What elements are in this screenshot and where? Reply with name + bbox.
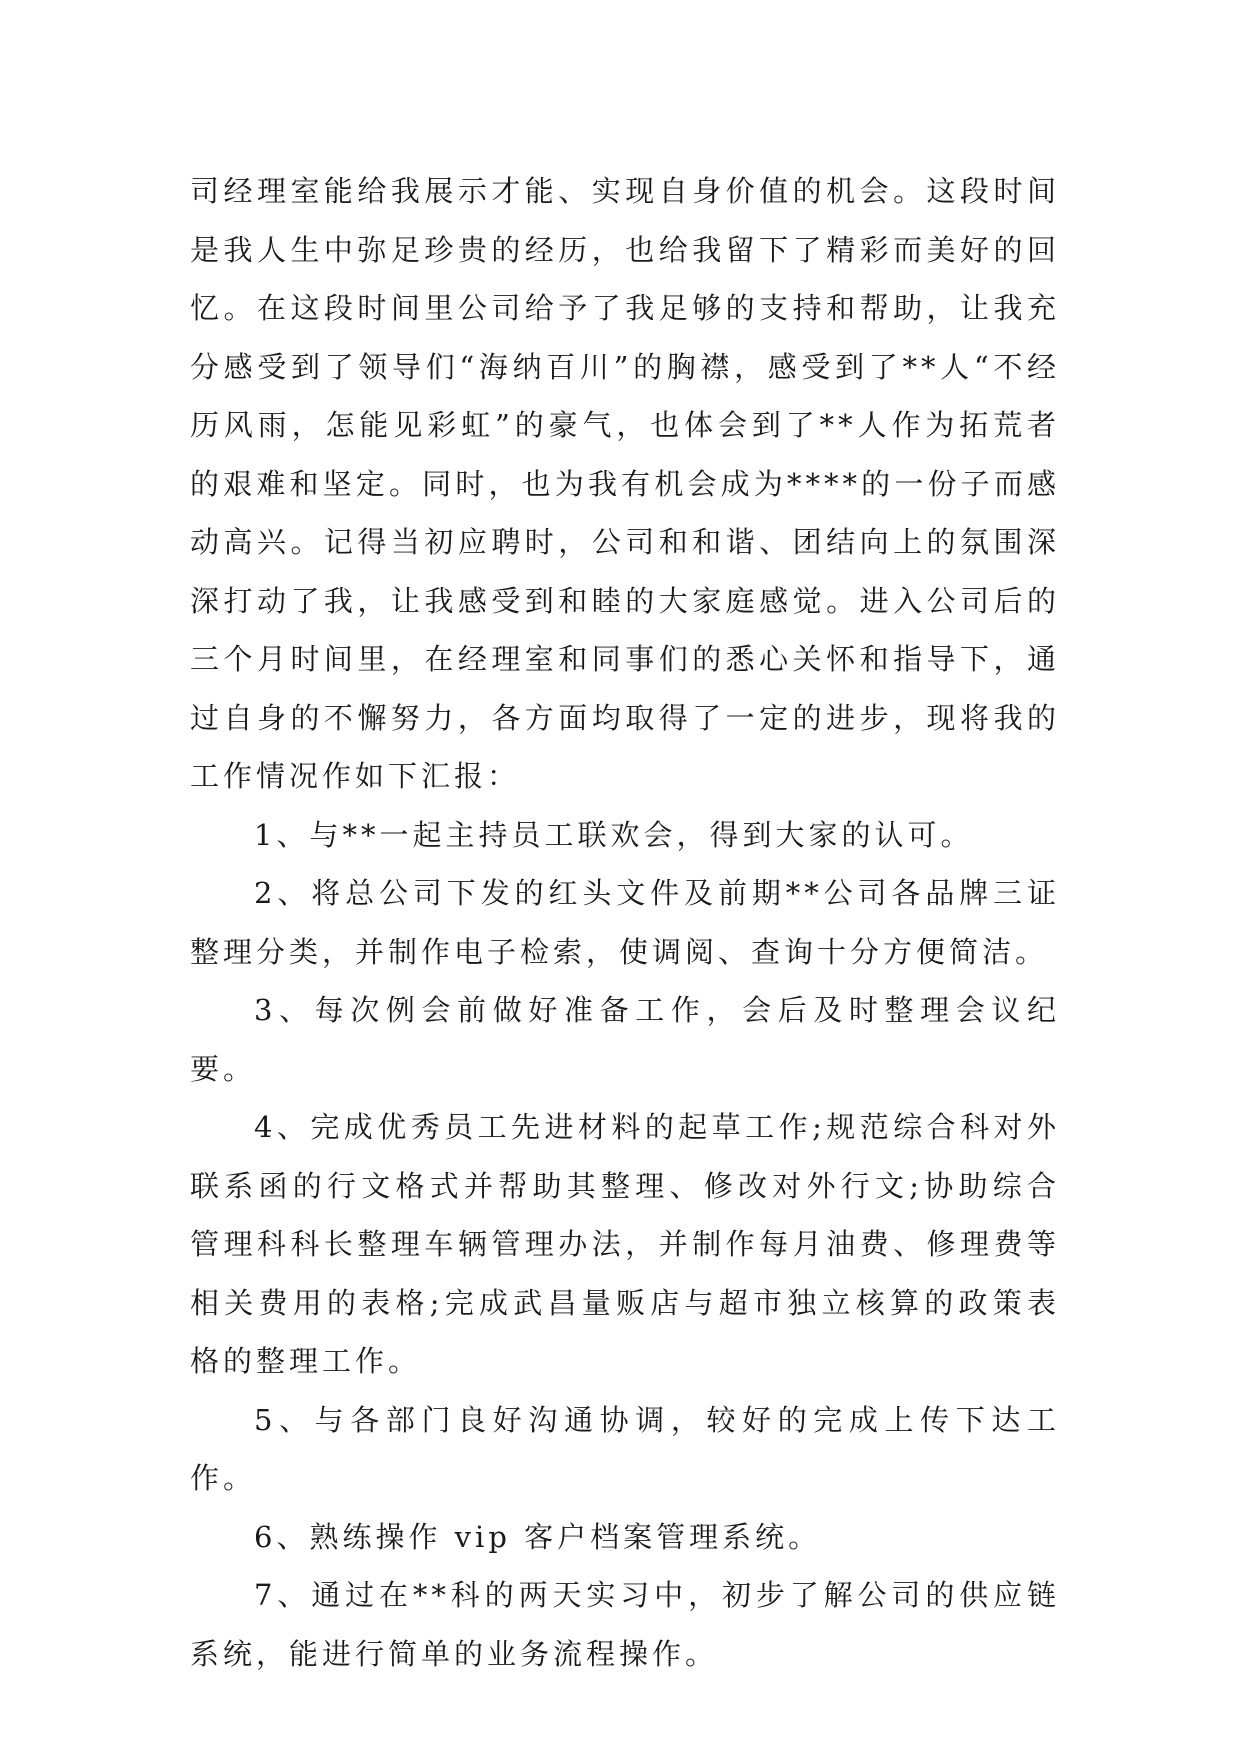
list-item-3: 3、每次例会前做好准备工作，会后及时整理会议纪要。 [190, 993, 1060, 1086]
paragraph-intro: 司经理室能给我展示才能、实现自身价值的机会。这段时间是我人生中弥足珍贵的经历，也给我留下了精彩而美好的回忆。在这段时间里公司给予了我足够的支持和帮助，让我充分感受到了领导们“海纳百川”的胸襟，感受到了**人“不经历风雨，怎能见彩虹”的豪气，也体会到了**人作为拓荒者的艰难和坚定。同时，也为我有机会成为****的一份子而感动高兴。记得当初应聘时，公司和和谐、团结向上的氛围深深打动了我，让我感受到和睦的大家庭感觉。进入公司后的三个月时间里，在经理室和同事们的悉心关怀和指导下，通过自身的不懈努力，各方面均取得了一定的进步，现将我的工作情况作如下汇报： [190, 174, 1060, 793]
list-item-2: 2、将总公司下发的红头文件及前期**公司各品牌三证整理分类，并制作电子检索，使调阅、查询十分方便简洁。 [190, 876, 1060, 969]
list-item-5: 5、与各部门良好沟通协调，较好的完成上传下达工作。 [190, 1402, 1060, 1495]
list-item-4: 4、完成优秀员工先进材料的起草工作;规范综合科对外联系函的行文格式并帮助其整理、修改对外行文;协助综合管理科科长整理车辆管理办法，并制作每月油费、修理费等相关费用的表格;完成武昌量贩店与超市独立核算的政策表格的整理工作。 [190, 1110, 1060, 1378]
list-item-1: 1、与**一起主持员工联欢会，得到大家的认可。 [254, 817, 974, 852]
list-item-6: 6、熟练操作 vip 客户档案管理系统。 [254, 1519, 822, 1554]
document-body [190, 162, 1060, 1683]
list-item-7: 7、通过在**科的两天实习中，初步了解公司的供应链系统，能进行简单的业务流程操作。 [190, 1578, 1060, 1671]
